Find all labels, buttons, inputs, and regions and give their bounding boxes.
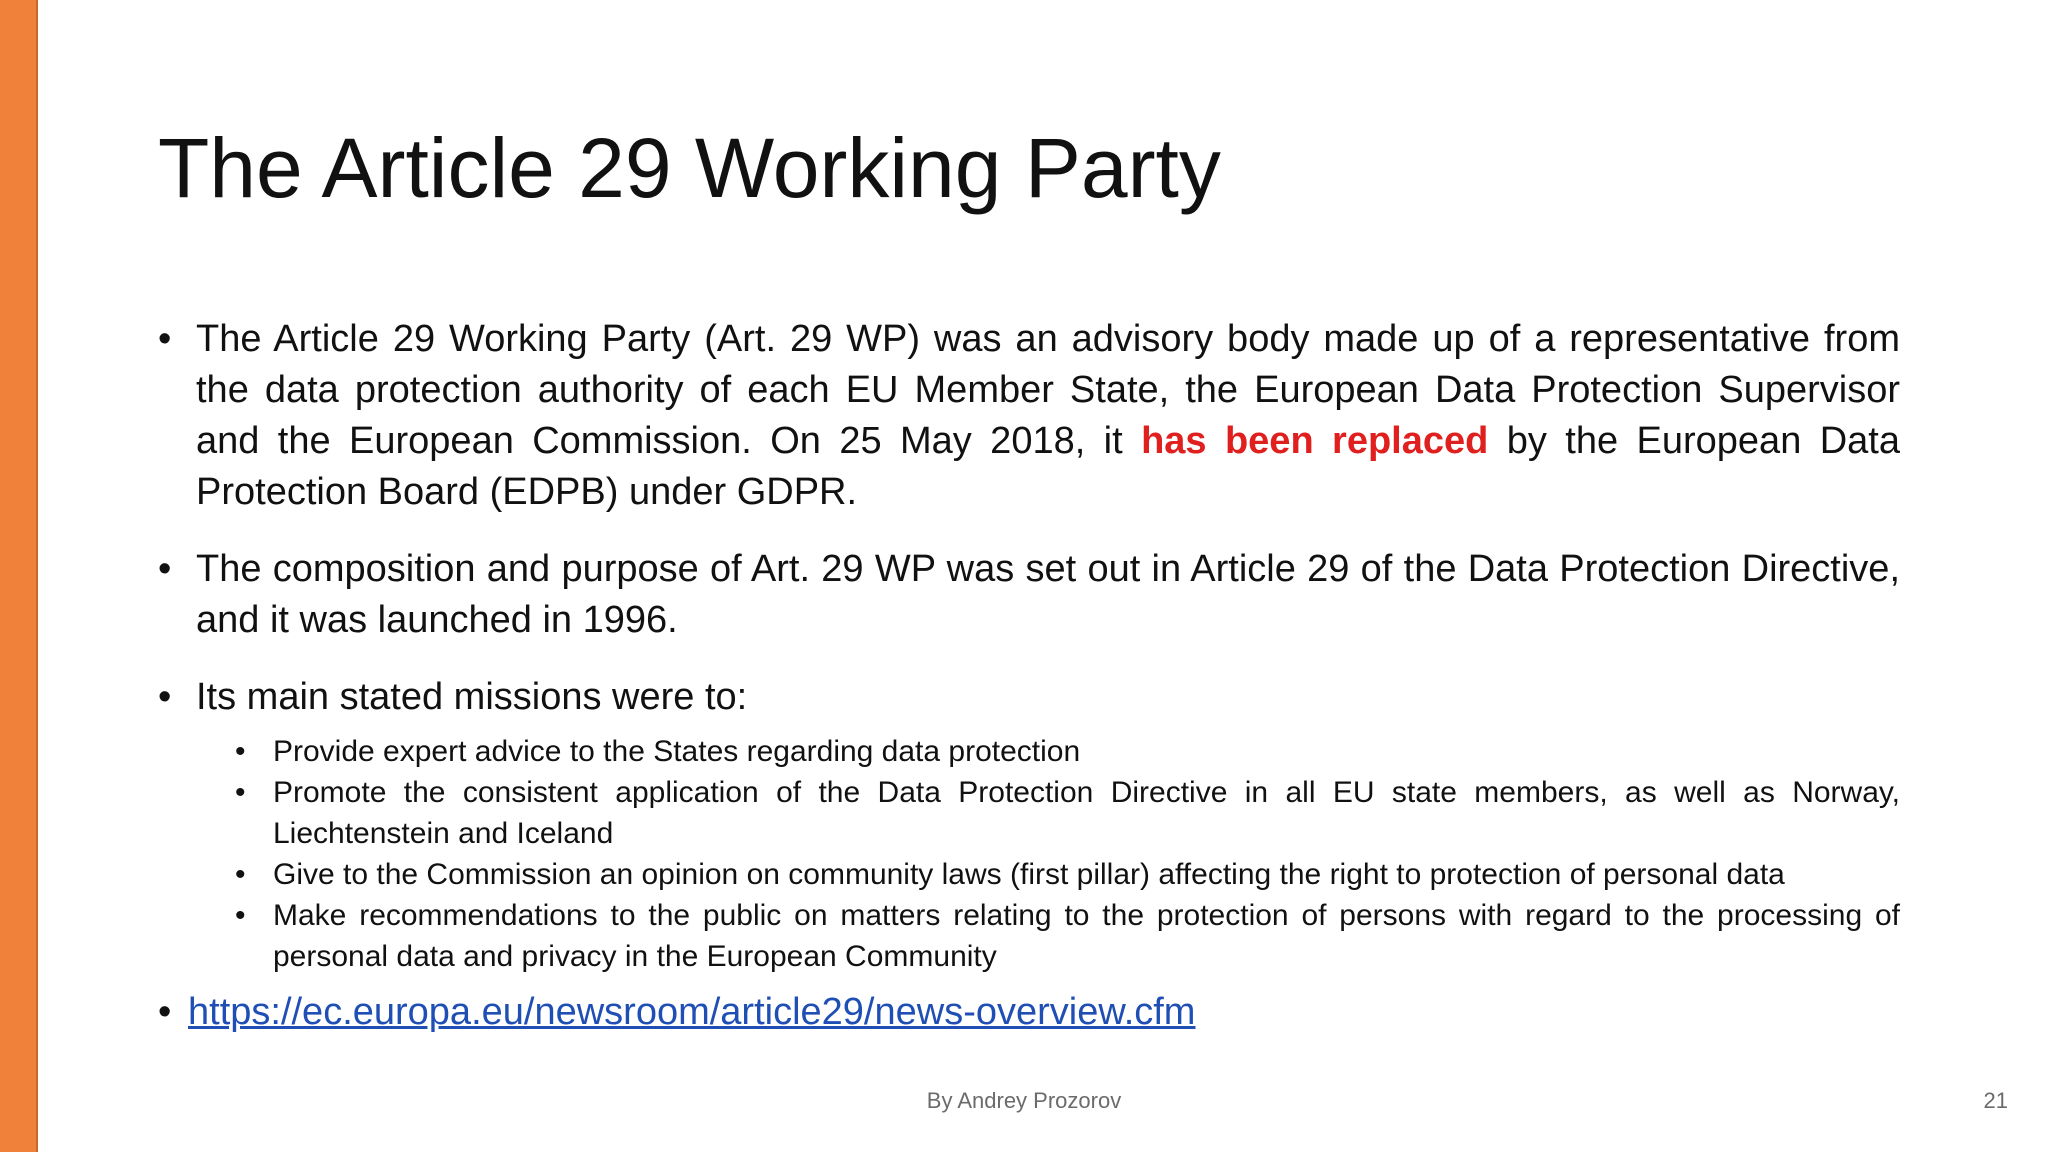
bullet-dot: •: [158, 318, 172, 360]
sub-list-item: [235, 772, 1900, 854]
sub-item-text: Promote the consistent application of the Data Protection Directive in all EU state members, as well as Norway, Liechtenstein and Iceland: [273, 776, 1900, 850]
page-number: 21: [1983, 1088, 2008, 1113]
sub-bullet-dot: •: [235, 899, 246, 932]
footer-author: By Andrey Prozorov: [926, 1088, 1122, 1113]
sub-bullet-dot: •: [235, 776, 246, 809]
bullet-dot: •: [158, 676, 172, 718]
sub-list-item: [235, 854, 1900, 895]
article29-link[interactable]: https://ec.europa.eu/newsroom/article29/news-overview.cfm: [188, 991, 1196, 1033]
bullet-composition: [158, 544, 1900, 646]
missions-sub-list: [158, 731, 1900, 977]
sub-list-item: [235, 895, 1900, 977]
bullet-text: The composition and purpose of Art. 29 WP was set out in Article 29 of the Data Protection Directive, and it was launched in 1996.: [196, 548, 1900, 641]
sub-item-text: Provide expert advice to the States regarding data protection: [273, 735, 1081, 768]
slide-content: [158, 314, 1900, 1038]
bullet-dot: •: [158, 991, 172, 1033]
sub-bullet-dot: •: [235, 858, 246, 891]
bullet-text-end: by the European Data Protection Board (EDPB) under GDPR.: [196, 420, 1900, 513]
bullet-replacement: [158, 314, 1900, 518]
bullet-dot: •: [158, 548, 172, 590]
sub-bullet-dot: •: [235, 735, 246, 768]
sub-item-text: Give to the Commission an opinion on community laws (first pillar) affecting the right to protection of personal data: [273, 858, 1785, 891]
bullet-text: Its main stated missions were to:: [196, 676, 748, 718]
bullet-text-start: The Article 29 Working Party (Art. 29 WP) was an advisory body made up of a representative from the data protection authority of each EU Member State, the European Data Protection Supervisor and the European Commission. On 25 May 2018, it: [196, 318, 1900, 462]
highlight-text: has been replaced: [1141, 420, 1489, 462]
bullet-missions: [158, 672, 1900, 723]
sub-list-item: [235, 731, 1900, 772]
slide-title: The Article 29 Working Party: [158, 121, 1221, 215]
bullet-link: [158, 987, 1900, 1038]
sub-item-text: Make recommendations to the public on matters relating to the protection of persons with regard to the processing of personal data and privacy in the European Community: [273, 899, 1900, 973]
accent-bar: [0, 0, 38, 1152]
